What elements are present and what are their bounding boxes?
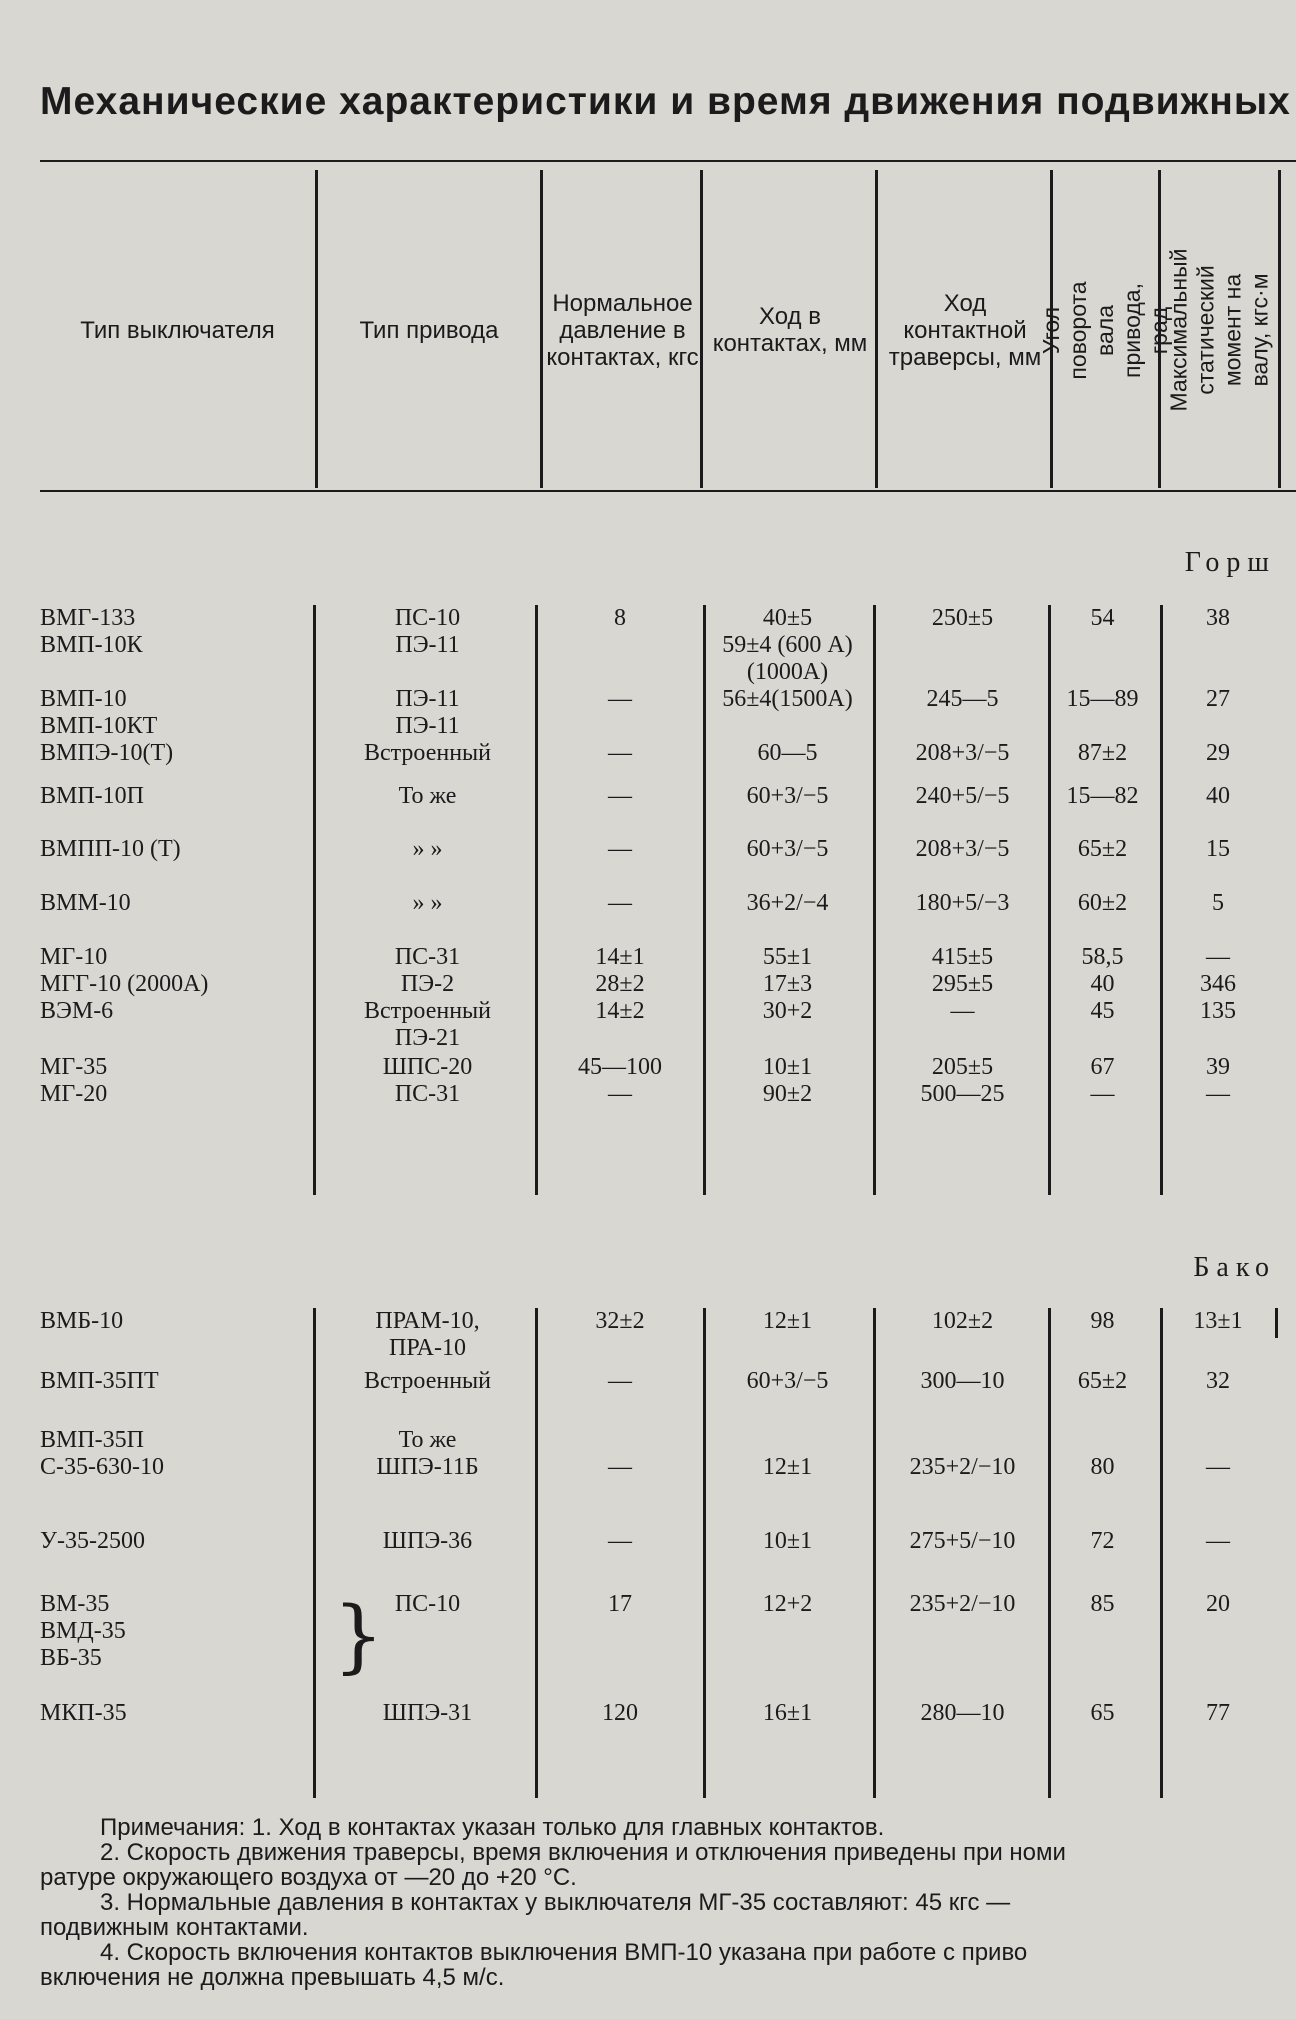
cell-line: 56±4(1500А) — [722, 686, 853, 712]
table-cell — [1158, 1308, 1278, 1335]
table-cell — [315, 1308, 540, 1362]
cell-line: ШПЭ-36 — [382, 1528, 473, 1554]
table-cell — [700, 1308, 875, 1335]
cell-line: 12+2 — [762, 1591, 813, 1617]
cell-line: 87±2 — [1077, 740, 1128, 766]
table-cell — [875, 686, 1050, 767]
cell-line: 32 — [1206, 1368, 1230, 1394]
cell-line: 28±2 — [595, 971, 645, 997]
table-cell — [40, 1308, 123, 1335]
header-column-rule — [700, 170, 703, 488]
cell-line: То же — [398, 783, 457, 809]
table-cell — [315, 836, 540, 863]
cell-line: ВМБ-10 — [40, 1308, 124, 1334]
cell-line: 36+2/−4 — [746, 890, 829, 916]
cell-line: 13±1 — [1193, 1308, 1243, 1334]
cell-line: 39 — [1206, 1054, 1230, 1080]
cell-line — [700, 1427, 875, 1454]
cell-line: 205±5 — [931, 1054, 994, 1080]
cell-line: ПС-31 — [394, 1081, 461, 1107]
table-cell — [540, 1528, 700, 1555]
cell-line: — — [608, 686, 632, 712]
table-cell — [1158, 1528, 1278, 1555]
cell-line: 180+5/−3 — [915, 890, 1010, 916]
table-cell — [1050, 1700, 1155, 1727]
table-cell — [40, 1054, 107, 1108]
cell-line: — — [608, 1454, 632, 1480]
cell-line: 17±3 — [762, 971, 813, 997]
header-column-rule — [540, 170, 543, 488]
cell-line: Встроенный — [363, 740, 492, 766]
header-drive-type: Тип привода — [359, 316, 499, 344]
cell-line: ПРА-10 — [389, 1335, 466, 1361]
cell-line — [540, 1427, 700, 1454]
table-cell — [700, 783, 875, 810]
table-cell — [1158, 1368, 1278, 1395]
note-line: 2. Скорость движения траверсы, время включения и отключения приведены при номи — [100, 1839, 1066, 1866]
table-cell — [1158, 783, 1278, 810]
cell-line: 10±1 — [762, 1054, 813, 1080]
table-cell — [700, 1591, 875, 1618]
table-cell — [40, 1591, 126, 1672]
notes-block — [40, 1815, 1296, 1990]
cell-line: 54 — [1090, 605, 1115, 631]
table-cell — [875, 1700, 1050, 1727]
table-cell — [700, 836, 875, 863]
table-header-rule — [40, 490, 1296, 492]
table-cell — [1050, 1591, 1155, 1618]
table-cell — [40, 686, 173, 767]
cell-line: ВМ-35 — [40, 1591, 110, 1617]
cell-line: У-35-2500 — [40, 1528, 145, 1554]
table-cell — [1158, 890, 1278, 917]
page-title: Механические характеристики и время движения подвижных — [40, 80, 1291, 123]
cell-line: ПС-10 — [394, 605, 461, 631]
table-cell — [1050, 783, 1155, 810]
table-cell — [315, 1700, 540, 1727]
table-cell — [875, 836, 1050, 863]
cell-line: 45—100 — [578, 1054, 662, 1080]
table-cell — [40, 836, 181, 863]
cell-line: 65±2 — [1077, 836, 1128, 862]
table-cell — [1050, 836, 1155, 863]
cell-line: (1000А) — [746, 659, 829, 685]
cell-line: 235+2/−10 — [909, 1591, 1016, 1617]
table-cell — [1050, 1528, 1155, 1555]
table-cell — [40, 1528, 145, 1555]
cell-line: 77 — [1206, 1700, 1230, 1726]
table-cell — [1158, 944, 1278, 1025]
table-cell — [1158, 686, 1278, 767]
cell-line: 295±5 — [931, 971, 994, 997]
cell-line: МГ-20 — [40, 1081, 108, 1107]
cell-line: МГ-35 — [40, 1054, 108, 1080]
table-cell — [540, 1308, 700, 1335]
table-cell — [1158, 1054, 1278, 1108]
cell-line: 65 — [1090, 1700, 1115, 1726]
cell-line: Встроенный — [363, 998, 492, 1024]
cell-line: 14±1 — [595, 944, 645, 970]
cell-line: ВМП-10КТ — [40, 713, 158, 739]
table-cell — [1158, 605, 1278, 632]
table-cell — [1050, 890, 1155, 917]
cell-line: 102±2 — [931, 1308, 994, 1334]
table-cell — [315, 1528, 540, 1555]
note-line: ратуре окружающего воздуха от —20 до +20 °С. — [40, 1864, 577, 1891]
cell-line: 15 — [1206, 836, 1230, 862]
cell-line: — — [608, 1528, 632, 1554]
cell-line — [1158, 713, 1278, 740]
table-cell — [1050, 1308, 1155, 1335]
cell-line: 280—10 — [920, 1700, 1005, 1726]
cell-line: 235+2/−10 — [909, 1454, 1016, 1480]
cell-line — [1050, 713, 1155, 740]
cell-line — [1158, 1427, 1278, 1454]
table-cell — [540, 1368, 700, 1395]
cell-line: — — [1206, 1528, 1230, 1554]
cell-line: 98 — [1090, 1308, 1115, 1334]
table-cell — [40, 1368, 159, 1395]
cell-line: С-35-630-10 — [40, 1454, 164, 1480]
cell-line: » » — [412, 836, 443, 862]
table-cell — [875, 890, 1050, 917]
cell-line: 16±1 — [762, 1700, 813, 1726]
cell-line: — — [1206, 1454, 1230, 1480]
cell-line: То же — [398, 1427, 457, 1453]
table-cell — [40, 944, 208, 1025]
cell-line: 30+2 — [762, 998, 813, 1024]
grouping-brace: } — [333, 1589, 384, 1682]
table-cell — [315, 605, 540, 659]
table-cell — [540, 1054, 700, 1108]
table-cell — [1050, 1368, 1155, 1395]
cell-line — [875, 1427, 1050, 1454]
header-column-rule — [875, 170, 878, 488]
cell-line: 29 — [1206, 740, 1230, 766]
table-cell — [700, 1427, 875, 1481]
cell-line: МГ-10 — [40, 944, 108, 970]
table-cell — [875, 1054, 1050, 1108]
cell-line: 60+3/−5 — [746, 836, 829, 862]
header-shaft-angle — [1038, 170, 1172, 490]
cell-line: 38 — [1206, 605, 1230, 631]
table-cell — [875, 944, 1050, 1025]
table-cell — [700, 686, 875, 767]
cell-line: 60+3/−5 — [746, 783, 829, 809]
cell-line: 60+3/−5 — [746, 1368, 829, 1394]
cell-line: 40±5 — [762, 605, 813, 631]
table-cell — [540, 1591, 700, 1618]
note-line: Примечания: 1. Ход в контактах указан только для главных контактов. — [100, 1814, 885, 1841]
table-cell — [1050, 686, 1155, 767]
cell-line: 72 — [1090, 1528, 1115, 1554]
cell-line: 40 — [1206, 783, 1230, 809]
cell-line: ВМП-10П — [40, 783, 145, 809]
section-label-gorsh: Горш — [1184, 547, 1276, 578]
cell-line: ШПС-20 — [382, 1054, 473, 1080]
table-cell — [540, 890, 700, 917]
table-cell — [1050, 944, 1155, 1025]
cell-line: ВЭМ-6 — [40, 998, 114, 1024]
cell-line: — — [608, 1081, 632, 1107]
cell-line: 208+3/−5 — [915, 836, 1010, 862]
table-cell — [315, 1054, 540, 1108]
cell-line: 5 — [1212, 890, 1224, 916]
cell-line: ШПЭ-31 — [382, 1700, 473, 1726]
cell-line: ПС-10 — [394, 1591, 461, 1617]
cell-line: ВМП-10 — [40, 686, 127, 712]
table-cell — [315, 890, 540, 917]
cell-line: 120 — [602, 1700, 638, 1726]
cell-line: ПЭ-21 — [394, 1025, 461, 1051]
header-traverse-travel: Ход контактной траверсы, мм — [888, 289, 1042, 371]
cell-line: 65±2 — [1077, 1368, 1128, 1394]
header-column-rule — [1278, 170, 1281, 488]
table-cell — [540, 1700, 700, 1727]
table-cell — [700, 1528, 875, 1555]
header-contact-pressure: Нормальное давление в контактах, кгс — [546, 289, 699, 371]
cell-line: 300—10 — [920, 1368, 1005, 1394]
cell-line: ВМПЭ-10(Т) — [40, 740, 174, 766]
cell-line — [700, 713, 875, 740]
header-contact-travel: Ход в контактах, мм — [712, 303, 868, 357]
table-cell — [315, 686, 540, 767]
table-cell — [315, 944, 540, 1052]
cell-line: 10±1 — [762, 1528, 813, 1554]
cell-line: 15—82 — [1066, 783, 1139, 809]
cell-line: ПРАМ-10, — [375, 1308, 480, 1334]
table-cell — [315, 783, 540, 810]
table-cell — [40, 1700, 127, 1727]
header-static-moment — [1161, 170, 1278, 490]
table-cell — [40, 783, 144, 810]
table-cell — [700, 1368, 875, 1395]
table-top-rule — [40, 160, 1296, 162]
table-cell — [315, 1427, 540, 1481]
cell-line: — — [608, 783, 632, 809]
cell-line: 12±1 — [762, 1308, 813, 1334]
cell-line: ВМПП-10 (Т) — [40, 836, 181, 862]
cell-line: 275+5/−10 — [909, 1528, 1016, 1554]
table-cell — [540, 605, 700, 632]
table-cell — [1158, 1591, 1278, 1618]
cell-line: — — [608, 1368, 632, 1394]
note-line: подвижным контактами. — [40, 1914, 309, 1941]
table-cell — [700, 890, 875, 917]
table-cell — [1158, 836, 1278, 863]
cell-line — [1050, 1427, 1155, 1454]
cell-line: 17 — [608, 1591, 632, 1617]
table-cell — [540, 944, 700, 1025]
cell-line: 60—5 — [757, 740, 818, 766]
table-cell — [1158, 1427, 1278, 1481]
cell-line: 245—5 — [926, 686, 999, 712]
cell-line — [540, 713, 700, 740]
cell-line: — — [608, 890, 632, 916]
table-cell — [875, 1368, 1050, 1395]
table-cell — [40, 605, 143, 659]
table-cell — [540, 1427, 700, 1481]
table-cell — [540, 686, 700, 767]
cell-line: ПЭ-11 — [395, 686, 460, 712]
cell-line: 32±2 — [595, 1308, 645, 1334]
cell-line: ВМП-35П — [40, 1427, 145, 1453]
cell-line: ПЭ-11 — [395, 632, 460, 658]
table-cell — [540, 783, 700, 810]
table-cell — [315, 1591, 540, 1618]
table-cell — [875, 1427, 1050, 1481]
cell-line — [875, 713, 1050, 740]
cell-line: ПС-31 — [394, 944, 461, 970]
note-line: 4. Скорость включения контактов выключения ВМП-10 указана при работе с приво — [100, 1939, 1028, 1966]
table-cell — [700, 1054, 875, 1108]
header-breaker-type: Тип выключателя — [80, 316, 275, 344]
table-cell — [875, 1528, 1050, 1555]
cell-line: 59±4 (600 А) — [722, 632, 853, 658]
cell-line: 14±2 — [595, 998, 645, 1024]
cell-line: » » — [412, 890, 443, 916]
table-cell — [40, 890, 131, 917]
cell-line: — — [1206, 944, 1230, 970]
header-static-moment-text: Максимальный статический момент на валу, кгс·м — [1165, 248, 1273, 412]
cell-line: 208+3/−5 — [915, 740, 1010, 766]
cell-line: — — [608, 836, 632, 862]
cell-line: 90±2 — [762, 1081, 813, 1107]
cell-line: 240+5/−5 — [915, 783, 1010, 809]
table-cell — [1050, 1054, 1155, 1108]
cell-line: 58,5 — [1081, 944, 1124, 970]
cell-line: 40 — [1090, 971, 1115, 997]
cell-line: 60±2 — [1077, 890, 1128, 916]
table-cell — [700, 944, 875, 1025]
cell-line: 67 — [1090, 1054, 1115, 1080]
table-cell — [700, 605, 875, 686]
cell-line: — — [1206, 1081, 1230, 1107]
table-cell — [875, 605, 1050, 632]
table-cell — [875, 1591, 1050, 1618]
table-cell — [1050, 605, 1155, 632]
cell-line: 12±1 — [762, 1454, 813, 1480]
cell-line: ВБ-35 — [40, 1645, 102, 1671]
table-cell — [875, 1308, 1050, 1335]
cell-line: 15—89 — [1066, 686, 1139, 712]
cell-line: МГГ-10 (2000А) — [40, 971, 209, 997]
note-line: включения не должна превышать 4,5 м/с. — [40, 1964, 505, 1991]
table-cell — [40, 1427, 164, 1481]
cell-line: 500—25 — [920, 1081, 1005, 1107]
cell-line: 85 — [1090, 1591, 1115, 1617]
table-cell — [1050, 1427, 1155, 1481]
cell-line: 80 — [1090, 1454, 1115, 1480]
header-shaft-angle-text: Угол поворота вала привода, град — [1038, 280, 1172, 380]
cell-line: ВМП-35ПТ — [40, 1368, 159, 1394]
cell-line: — — [608, 740, 632, 766]
cell-line: ПЭ-2 — [400, 971, 455, 997]
cell-line: 55±1 — [762, 944, 813, 970]
table-cell — [700, 1700, 875, 1727]
cell-line: — — [1090, 1081, 1115, 1107]
cell-line: 346 — [1200, 971, 1236, 997]
table-cell — [1158, 1700, 1278, 1727]
note-line: 3. Нормальные давления в контактах у выключателя МГ-35 составляют: 45 кгс — — [100, 1889, 1011, 1916]
cell-line: 8 — [614, 605, 626, 631]
section-label-bako: Бако — [1193, 1252, 1276, 1283]
cell-line: МКП-35 — [40, 1700, 127, 1726]
table-cell — [540, 836, 700, 863]
cell-line: ВМП-10К — [40, 632, 143, 658]
cell-line: ВМГ-133 — [40, 605, 136, 631]
cell-line: ВМД-35 — [40, 1618, 126, 1644]
cell-line: 20 — [1206, 1591, 1230, 1617]
cell-line: ПЭ-11 — [395, 713, 460, 739]
cell-line: 415±5 — [931, 944, 994, 970]
cell-line: ВММ-10 — [40, 890, 131, 916]
cell-line: Встроенный — [363, 1368, 492, 1394]
table-cell — [315, 1368, 540, 1395]
cell-line: 250±5 — [931, 605, 994, 631]
cell-line: ШПЭ-11Б — [376, 1454, 479, 1480]
table-cell — [875, 783, 1050, 810]
cell-line: 135 — [1200, 998, 1236, 1024]
cell-line: 45 — [1090, 998, 1115, 1024]
cell-line: — — [950, 998, 975, 1024]
cell-line: 27 — [1206, 686, 1230, 712]
